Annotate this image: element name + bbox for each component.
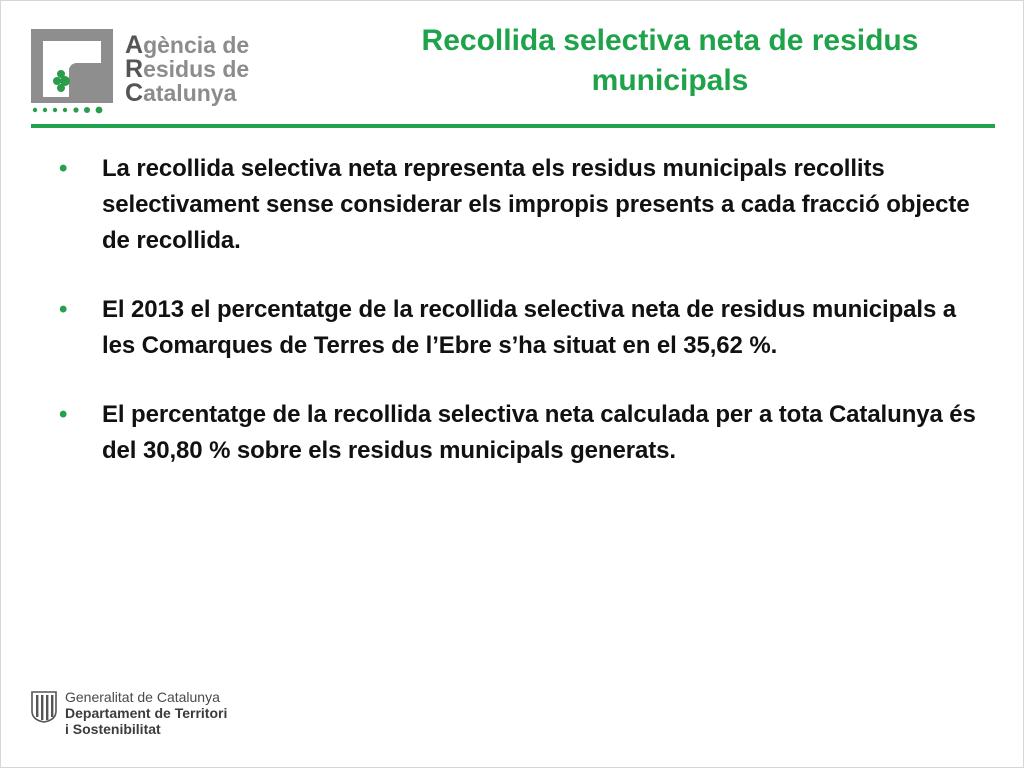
logo-line-1: Agència de: [125, 31, 250, 59]
bullet-text: El percentatge de la recollida selectiva neta calculada per a tota Catalunya és del 30,80 % sobre els residus municipals generats.: [102, 401, 976, 464]
logo-dots-icon: [31, 105, 121, 115]
bullet-icon: •: [59, 401, 68, 428]
list-item: [59, 292, 979, 364]
bullet-list: [59, 151, 979, 502]
logo-line-2: Residus de: [125, 55, 250, 83]
page-title: Recollida selectiva neta de residus municipals: [421, 24, 919, 97]
logo-line-3: Catalunya: [125, 79, 237, 107]
arc-logo-wordmark: [125, 33, 249, 105]
arc-logo: [31, 25, 271, 117]
bullet-text: La recollida selectiva neta representa els residus municipals recollits selectivament sense considerar els impropis presents a cada fracció objecte de recollida.: [102, 155, 970, 254]
bullet-icon: •: [59, 296, 68, 323]
footer-line-2: Departament de Territori: [65, 705, 228, 721]
generalitat-footer: [31, 689, 291, 739]
list-item: [59, 151, 979, 259]
footer-line-1: Generalitat de Catalunya: [65, 689, 220, 705]
generalitat-text: [65, 689, 227, 737]
generalitat-emblem-icon: [31, 691, 57, 723]
arc-logo-mark-icon: [31, 29, 113, 103]
bullet-text: El 2013 el percentatge de la recollida selectiva neta de residus municipals a les Comarques de Terres de l’Ebre s’ha situat en el 35,62 %.: [102, 296, 957, 359]
footer-line-3: i Sostenibilitat: [65, 721, 161, 737]
list-item: [59, 397, 979, 469]
title-divider: [31, 124, 995, 128]
bullet-icon: •: [59, 155, 68, 182]
